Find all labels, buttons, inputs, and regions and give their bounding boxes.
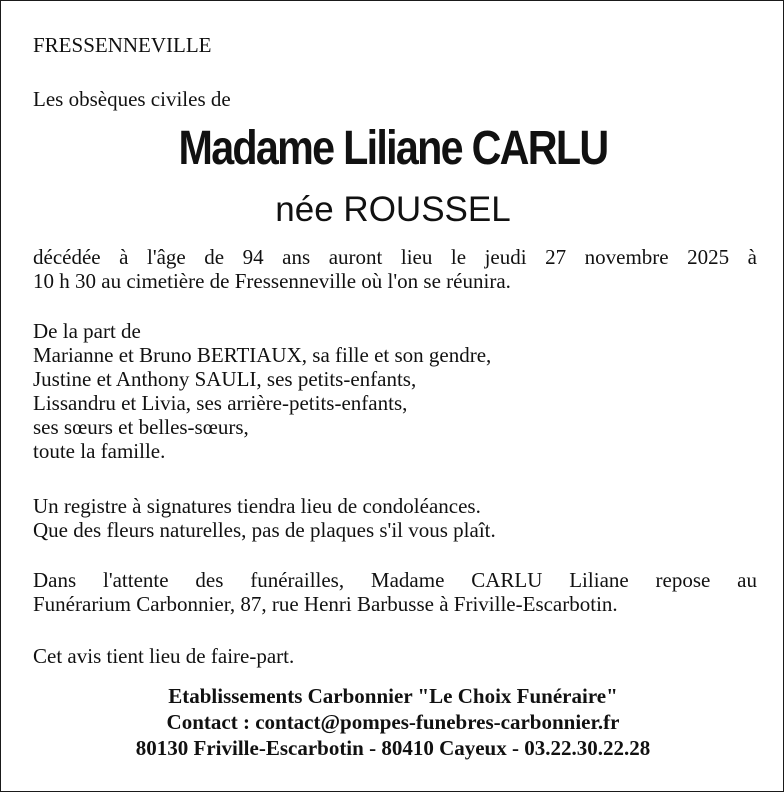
registry-line: Un registre à signatures tiendra lieu de condoléances. (33, 494, 481, 518)
registry-line: Que des fleurs naturelles, pas de plaques s'il vous plaît. (33, 518, 496, 542)
family-paragraph (33, 319, 757, 463)
registry-paragraph (33, 494, 757, 542)
funeral-home-name: Etablissements Carbonnier "Le Choix Funéraire" (168, 684, 618, 708)
closing-text: Cet avis tient lieu de faire-part. (33, 644, 295, 668)
family-line: ses sœurs et belles-sœurs, (33, 415, 249, 439)
funeral-home-address: 80130 Friville-Escarbotin - 80410 Cayeux - 03.22.30.22.28 (135, 736, 651, 760)
family-line: Marianne et Bruno BERTIAUX, sa fille et son gendre, (33, 343, 492, 367)
funerarium-line: Dans l'attente des funérailles, Madame CARLU Liliane repose au (33, 568, 757, 592)
family-line: De la part de (33, 319, 141, 343)
family-line: Lissandru et Livia, ses arrière-petits-enfants, (33, 391, 408, 415)
family-line: toute la famille. (33, 439, 166, 463)
town-heading: FRESSENNEVILLE (33, 33, 212, 57)
family-line: Justine et Anthony SAULI, ses petits-enfants, (33, 367, 417, 391)
ceremony-line: 10 h 30 au cimetière de Fressenneville où l'on se réunira. (33, 269, 511, 293)
birth-name: née ROUSSEL (275, 190, 511, 229)
funerarium-paragraph (33, 568, 757, 616)
ceremony-line: décédée à l'âge de 94 ans auront lieu le jeudi 27 novembre 2025 à (33, 245, 757, 269)
funeral-home-contact: Contact : contact@pompes-funebres-carbonnier.fr (166, 710, 620, 734)
ceremony-paragraph (33, 245, 757, 293)
deceased-name: Madame Liliane CARLU (178, 122, 608, 175)
funerarium-line: Funérarium Carbonnier, 87, rue Henri Barbusse à Friville-Escarbotin. (33, 592, 618, 616)
intro-text: Les obsèques civiles de (33, 87, 231, 111)
funeral-home-footer (1, 683, 784, 761)
